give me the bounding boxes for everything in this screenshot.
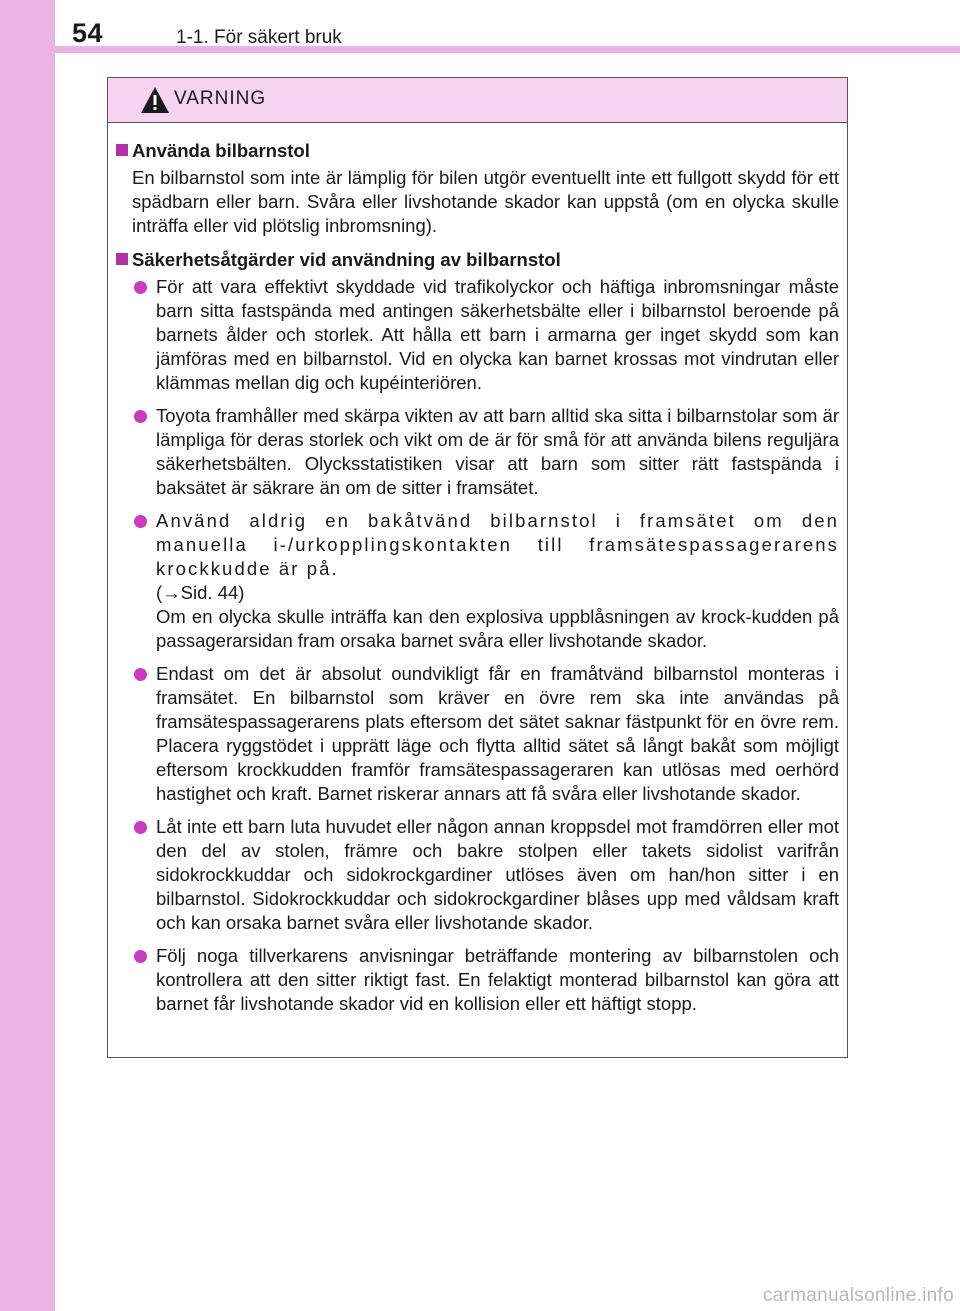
circle-bullet-icon: [134, 950, 147, 963]
reference-paren: ): [238, 582, 245, 603]
circle-bullet-icon: [134, 410, 147, 423]
arrow-icon: →: [162, 582, 181, 603]
list-item: [116, 944, 839, 1016]
section-heading-text: Säkerhetsåtgärder vid användning av bilbarnstol: [132, 249, 561, 270]
list-item-text: Om en olycka skulle inträffa kan den explosiva uppblåsningen av krock-kudden på passagerarsidan fram orsaka barnet svåra eller livshotande skador.: [156, 606, 839, 651]
warning-box: [107, 77, 848, 1058]
list-item-text: Använd aldrig en bakåtvänd bilbarnstol i framsätet om den manuella i-/urkopplingskontakten till framsätespassagerarens krockkudde är på.: [156, 510, 839, 579]
list-item-text: Låt inte ett barn luta huvudet eller någon annan kroppsdel mot framdörren eller mot den del av stolen, främre och bakre stolpen eller takets sidolist varifrån sidokrockkuddar och sidokrockgardiner utlöses även om han/hon sitter i en bilbarnstol. Sidokrockkuddar och sidokrockgardiner blåses upp med våldsam kraft och kan orsaka barnet svåra eller livshotande skador.: [156, 816, 839, 933]
list-item: [116, 404, 839, 500]
warning-triangle-icon: [140, 86, 170, 114]
page-reference-link[interactable]: Sid. 44: [180, 582, 239, 603]
list-item: [116, 275, 839, 395]
warning-body: [108, 123, 847, 1016]
section-heading-precautions: [116, 248, 839, 272]
circle-bullet-icon: [134, 668, 147, 681]
circle-bullet-icon: [134, 821, 147, 834]
reference-paren: (: [156, 582, 163, 603]
section-paragraph: En bilbarnstol som inte är lämplig för bilen utgör eventuellt inte ett fullgott skydd för ett spädbarn eller barn. Svåra eller livshotande skador kan uppstå (om en olycka skulle inträffa eller vid plötslig inbromsning).: [132, 167, 839, 236]
list-item-text: För att vara effektivt skyddade vid trafikolyckor och häftiga inbromsningar måste barn sitta fastspända med antingen säkerhetsbälte eller i bilbarnstol beroende på barnets ålder och storlek. Att hålla ett barn i armarna ger inget skydd som kan jämföras med en bilbarnstol. Vid en olycka kan barnet krossas mot vindrutan eller klämmas mellan dig och kupéinteriören.: [156, 276, 839, 393]
list-item-text: Toyota framhåller med skärpa vikten av att barn alltid ska sitta i bilbarnstolar som är lämpliga för deras storlek och vikt om de är för små för att använda bilens reguljära säkerhetsbälten. Olycksstatistiken visar att barn som sitter rätt fastspända i baksätet är säkrare än om de sitter i framsätet.: [156, 405, 839, 498]
list-item-airbag: [116, 509, 839, 653]
list-item: [116, 662, 839, 806]
section-heading-child-seat: [116, 139, 839, 163]
section-title: 1-1. För säkert bruk: [176, 27, 342, 48]
side-color-strip: [0, 0, 55, 1311]
page-reference: [156, 581, 839, 605]
section-heading-text: Använda bilbarnstol: [132, 140, 310, 161]
circle-bullet-icon: [134, 515, 147, 528]
warning-header: [108, 78, 847, 123]
warning-label: VARNING: [174, 88, 267, 109]
circle-bullet-icon: [134, 281, 147, 294]
list-item-text: Följ noga tillverkarens anvisningar beträffande montering av bilbarnstolen och kontrollera att den sitter riktigt fast. En felaktigt monterad bilbarnstol kan göra att barnet får livshotande skador vid en kollision eller ett häftigt stopp.: [156, 945, 839, 1014]
square-bullet-icon: [116, 253, 128, 265]
square-bullet-icon: [116, 144, 128, 156]
list-item-text: Endast om det är absolut oundvikligt får en framåtvänd bilbarnstol monteras i framsätet. En bilbarnstol som kräver en övre rem ska inte användas på framsätespassagerarens plats eftersom det sätet saknar fästpunkt för en övre rem. Placera ryggstödet i upprätt läge och flytta alltid sätet så långt bakåt som möjligt eftersom krockkudden framför framsätespassageraren kan utlösas med oerhörd hastighet och kraft. Barnet riskerar annars att få svåra eller livshotande skador.: [156, 663, 839, 804]
list-item: [116, 815, 839, 935]
page-number: 54: [72, 18, 104, 48]
watermark: carmanualsonline.info: [762, 1285, 954, 1306]
